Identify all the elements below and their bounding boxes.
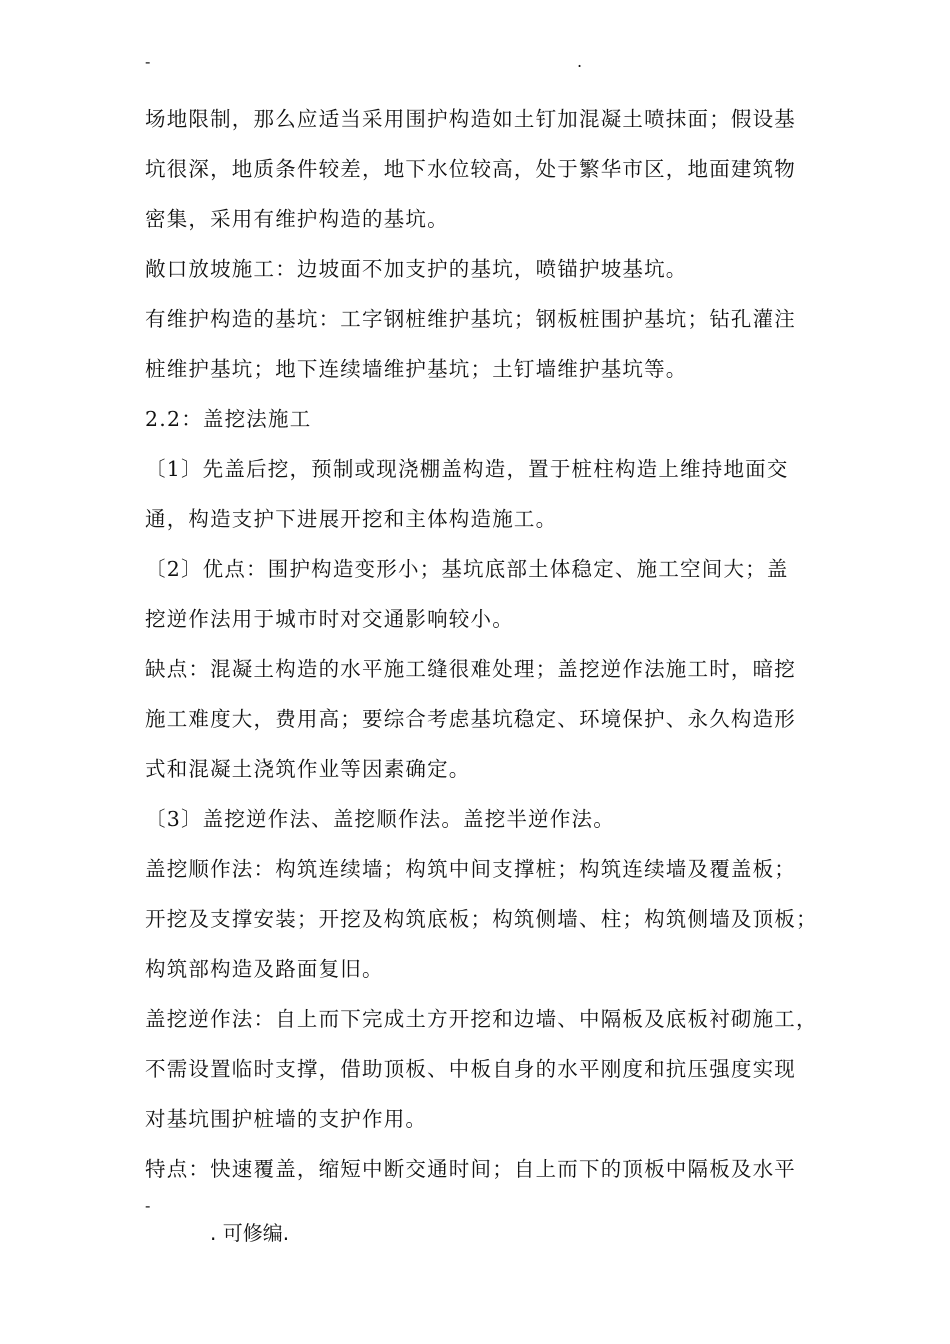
footer-note: . 可修编. [210,1221,290,1245]
body-text [145,94,825,1194]
text-line: 密集，采用有维护构造的基坑。 [145,207,449,231]
text-line: 〔3〕盖挖逆作法、盖挖顺作法。盖挖半逆作法。 [145,807,615,831]
text-line: 施工难度大，费用高；要综合考虑基坑稳定、环境保护、永久构造形 [145,707,796,731]
text-line: 桩维护基坑；地下连续墙维护基坑；土钉墙维护基坑等。 [145,357,688,381]
text-line: 挖逆作法用于城市时对交通影响较小。 [145,607,514,631]
text-line: 〔2〕优点：围护构造变形小；基坑底部土体稳定、施工空间大；盖 [145,557,789,581]
text-line: 〔1〕先盖后挖，预制或现浇棚盖构造，置于桩柱构造上维持地面交 [145,457,789,481]
text-line: 构筑部构造及路面复旧。 [145,957,384,981]
text-line: 盖挖顺作法：构筑连续墙；构筑中间支撑桩；构筑连续墙及覆盖板； [145,857,796,881]
text-line: 特点：快速覆盖，缩短中断交通时间；自上而下的顶板中隔板及水平 [145,1157,796,1181]
text-line: 对基坑围护桩墙的支护作用。 [145,1107,428,1131]
text-line: 场地限制，那么应适当采用围护构造如土钉加混凝土喷抹面；假设基 [145,107,796,131]
section-heading: 2.2：盖挖法施工 [145,407,312,431]
text-line: 坑很深，地质条件较差，地下水位较高，处于繁华市区，地面建筑物 [145,157,796,181]
text-line: 敞口放坡施工：边坡面不加支护的基坑，喷锚护坡基坑。 [145,257,688,281]
text-line: 式和混凝土浇筑作业等因素确定。 [145,757,471,781]
text-line: 开挖及支撑安装；开挖及构筑底板；构筑侧墙、柱；构筑侧墙及顶板； [145,907,818,931]
header-right-mark: . [577,52,583,71]
text-line: 盖挖逆作法：自上而下完成土方开挖和边墙、中隔板及底板衬砌施工， [145,1007,818,1031]
text-line: 缺点：混凝土构造的水平施工缝很难处理；盖挖逆作法施工时，暗挖 [145,657,796,681]
header-left-mark: - [145,52,151,71]
text-line: 不需设置临时支撑，借助顶板、中板自身的水平刚度和抗压强度实现 [145,1057,796,1081]
footer-dash: - [145,1196,151,1215]
text-line: 通，构造支护下进展开挖和主体构造施工。 [145,507,558,531]
text-line: 有维护构造的基坑：工字钢桩维护基坑；钢板桩围护基坑；钻孔灌注 [145,307,796,331]
